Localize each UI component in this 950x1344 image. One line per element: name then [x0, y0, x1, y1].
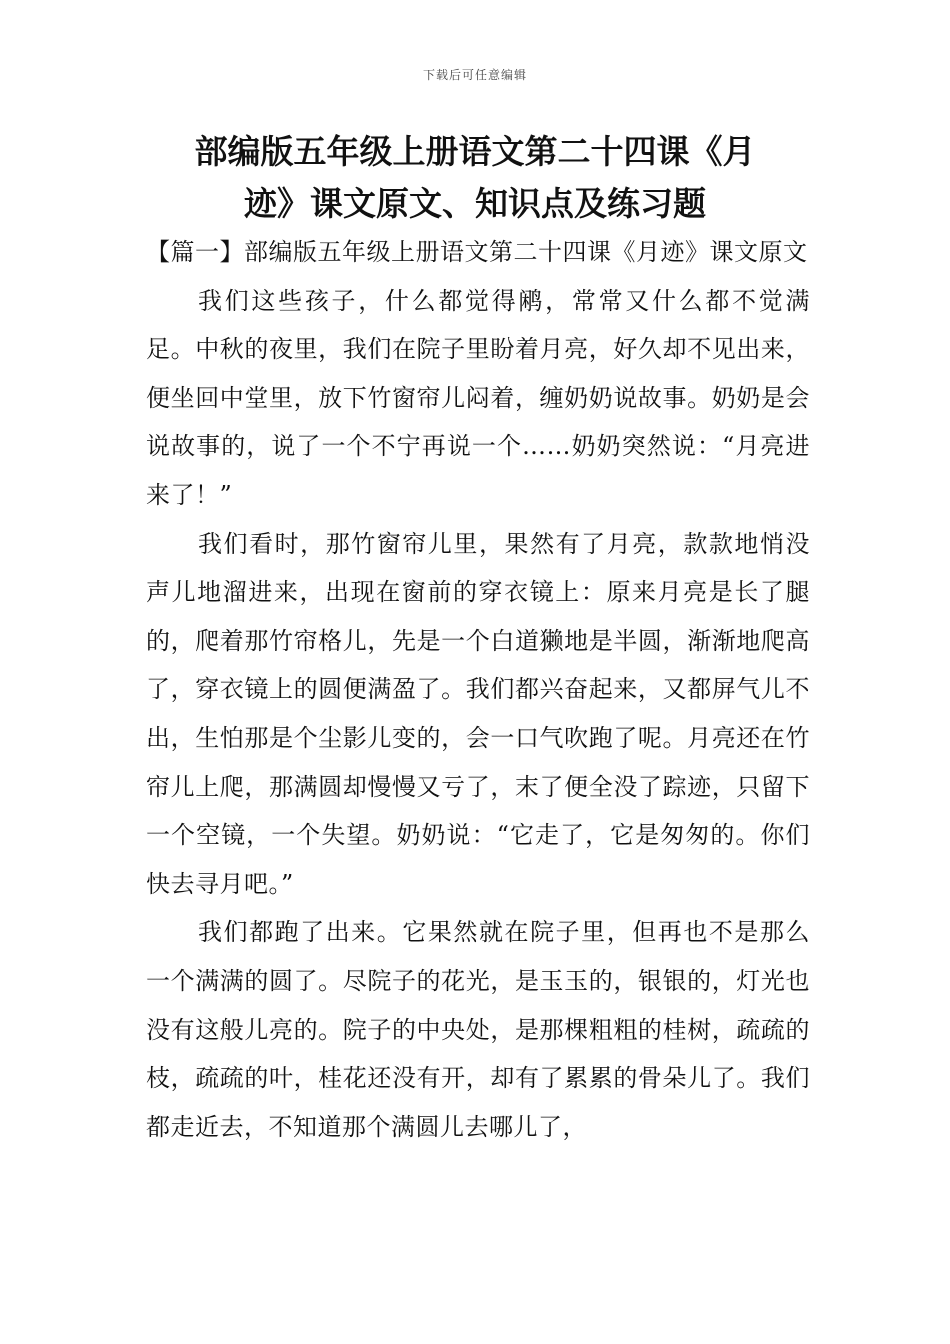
paragraph-3: 我们都跑了出来。它果然就在院子里，但再也不是那么一个满满的圆了。尽院子的花光，是玉玉的，银银的，灯光也没有这般儿亮的。院子的中央处，是那棵粗粗的桂树，疏疏的枝，疏疏的叶，桂花还没有开，却有了累累的骨朵儿了。我们都走近去，不知道那个满圆儿去哪儿了，	[146, 918, 810, 1141]
title-line-2: 迹》课文原文、知识点及练习题	[244, 184, 706, 223]
paragraph-2: 我们看时，那竹窗帘儿里，果然有了月亮，款款地悄没声儿地溜进来，出现在窗前的穿衣镜上：原来月亮是长了腿的，爬着那竹帘格儿，先是一个白道獭地是半圆，渐渐地爬高了，穿衣镜上的圆便满盈了。我们都兴奋起来，又都屏气儿不出，生怕那是个尘影儿变的，会一口气吹跑了呢。月亮还在竹帘儿上爬，那满圆却慢慢又亏了，末了便全没了踪迹，只留下一个空镜，一个失望。奶奶说：“它走了，它是匆匆的。你们快去寻月吧。”	[146, 529, 810, 898]
title-line-1: 部编版五年级上册语文第二十四课《月	[194, 132, 756, 171]
document-body	[146, 228, 810, 1151]
paragraph-1: 我们这些孩子，什么都觉得鹇，常常又什么都不觉满足。中秋的夜里，我们在院子里盼着月亮，好久却不见出来，便坐回中堂里，放下竹窗帘儿闷着，缠奶奶说故事。奶奶是会说故事的，说了一个不宁再说一个……奶奶突然说：“月亮进来了！”	[146, 286, 810, 509]
section-heading: 【篇一】部编版五年级上册语文第二十四课《月迹》课文原文	[146, 238, 808, 266]
header-note: 下载后可任意编辑	[422, 68, 527, 82]
document-title	[150, 126, 800, 230]
